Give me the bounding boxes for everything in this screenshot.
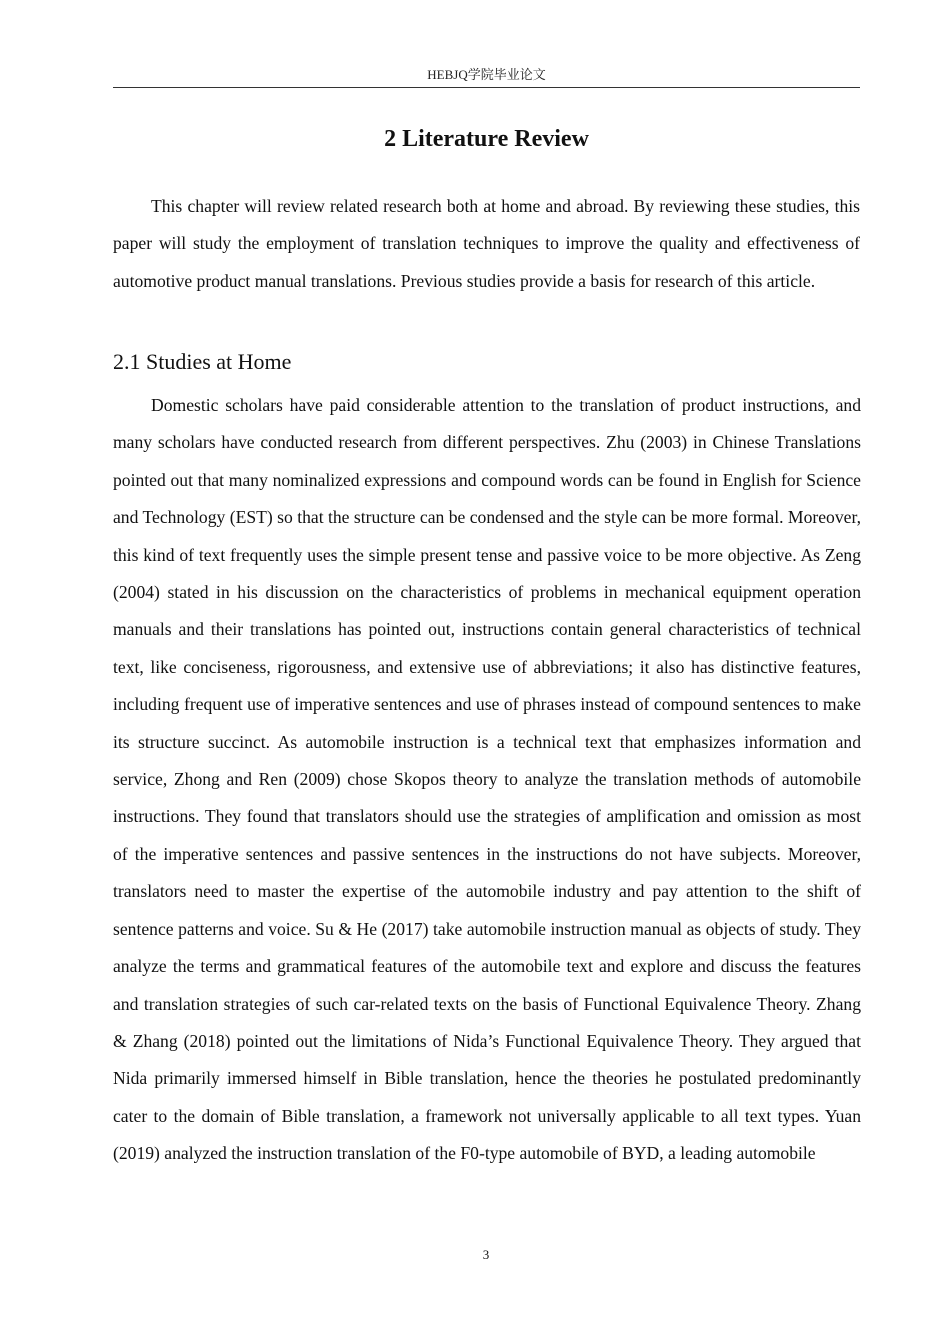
section-paragraph: Domestic scholars have paid considerable attention to the translation of product instructions, and many scholars have conducted research from different perspectives. Zhu (2003) in Chinese Translations pointed out that many nominalized expressions and compound words can be found in English for Science and Technology (EST) so that the structure can be condensed and the style can be more formal. Moreover, this kind of text frequently uses the simple present tense and passive voice to be more objective. As Zeng (2004) stated in his discussion on the characteristics of problems in mechanical equipment operation manuals and their translations has pointed out, instructions contain general characteristics of technical text, like conciseness, rigorousness, and extensive use of abbreviations; it also has distinctive features, including frequent use of imperative sentences and use of phrases instead of compound sentences to make its structure succinct. As automobile instruction is a technical text that emphasizes information and service, Zhong and Ren (2009) chose Skopos theory to analyze the translation methods of automobile instructions. They found that translators should use the strategies of amplification and omission as most of the imperative sentences and passive sentences in the instructions do not have subjects. Moreover, translators need to master the expertise of the automobile industry and pay attention to the shift of sentence patterns and voice. Su & He (2017) take automobile instruction manual as objects of study. They analyze the terms and grammatical features of the automobile text and explore and discuss the features and translation strategies of such car-related texts on the basis of Functional Equivalence Theory. Zhang & Zhang (2018) pointed out the limitations of Nida’s Functional Equivalence Theory. They argued that Nida primarily immersed himself in Bible translation, hence the theories he postulated predominantly cater to the domain of Bible translation, a framework not universally applicable to all text types. Yuan (2019) analyzed the instruction translation of the F0-type automobile of BYD, a leading automobile xyxy=(113,395,861,1164)
chapter-title: 2 Literature Review xyxy=(384,126,589,152)
section-heading: 2.1 Studies at Home xyxy=(113,349,292,374)
header-rule xyxy=(113,87,860,88)
intro-paragraph: This chapter will review related research both at home and abroad. By reviewing these studies, this paper will study the employment of translation techniques to improve the quality and effectiveness of automotive product manual translations. Previous studies provide a basis for research of this article. xyxy=(113,196,860,291)
running-header: HEBJQ学院毕业论文 xyxy=(427,67,546,82)
page-number: 3 xyxy=(482,1247,490,1262)
